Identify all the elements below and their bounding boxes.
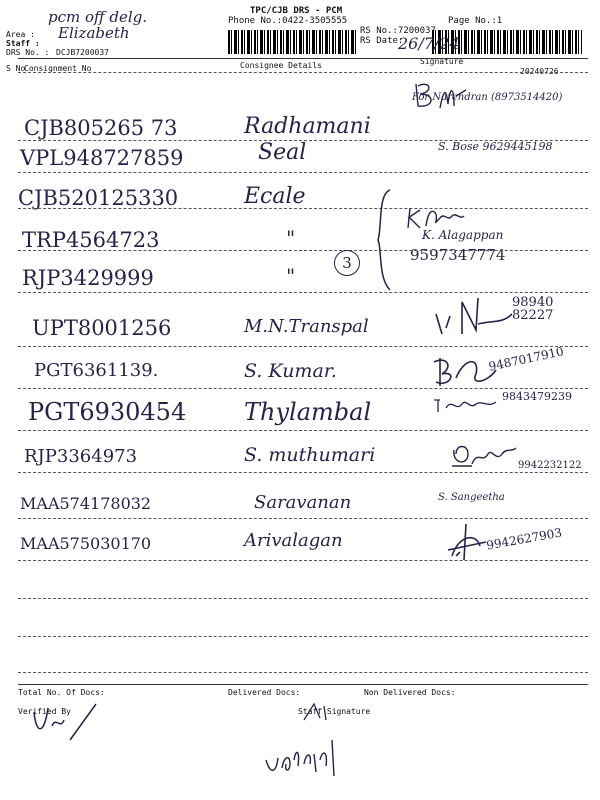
drs-value: DCJB7200037 — [56, 48, 109, 57]
consignment-number: CJB520125330 — [18, 186, 179, 210]
total-docs-label: Total No. Of Docs: — [18, 688, 105, 697]
rs-date-label: RS Date: — [360, 36, 404, 46]
signature-phone: 9597347774 — [410, 246, 506, 264]
signature-note: S. Bose 9629445198 — [438, 140, 553, 153]
header-top-rule — [18, 58, 588, 59]
drs-barcode — [228, 30, 356, 54]
signature-phone: 9487017910 — [487, 344, 565, 374]
delivered-docs-label: Delivered Docs: — [228, 688, 301, 697]
date-stamp: 20240726 — [520, 67, 559, 76]
row-divider — [18, 208, 588, 209]
col-sno: S No — [6, 64, 26, 73]
signature-scribble — [446, 522, 490, 562]
signature-scribble — [412, 78, 482, 112]
row-divider — [18, 560, 588, 561]
row-divider — [18, 430, 588, 431]
row-divider — [18, 388, 588, 389]
row-divider — [18, 472, 588, 473]
staff-label: Staff : — [6, 39, 40, 48]
verifier-signature — [30, 700, 104, 744]
row-divider — [18, 172, 588, 173]
signature-scribble — [430, 352, 502, 392]
consignment-number: PGT6361139. — [34, 360, 159, 381]
signature-note: S. Sangeetha — [438, 492, 505, 503]
signature-scribble — [430, 394, 502, 416]
consignee-name: " — [286, 264, 296, 288]
consignment-number: TRP4564723 — [22, 228, 160, 252]
row-divider — [18, 598, 588, 599]
consignee-name: Arivalagan — [244, 530, 343, 551]
signature-note: K. Alagappan — [422, 228, 504, 242]
drs-label: DRS No. : — [6, 48, 50, 57]
page-number: Page No.:1 — [448, 16, 503, 26]
doc-title: TPC/CJB DRS - PCM — [250, 6, 343, 16]
consignment-number: PGT6930454 — [28, 398, 187, 426]
signature-phone: 98940 82227 — [512, 295, 554, 323]
rs-date-value: 26/7/24 — [398, 34, 460, 53]
staff-signature-scribble — [300, 700, 340, 724]
signature-scribble — [448, 440, 520, 470]
consignment-number: CJB805265 73 — [24, 116, 178, 140]
consignment-number: MAA575030170 — [20, 534, 152, 553]
staff-name: Elizabeth — [58, 24, 130, 42]
group-mark-circle — [334, 250, 360, 276]
non-delivered-docs-label: Non Delivered Docs: — [364, 688, 456, 697]
bottom-signature-scribble — [262, 730, 352, 778]
consignee-name: Radhamani — [244, 114, 371, 139]
footer-rule — [18, 684, 588, 685]
consignee-name: S. Kumar. — [244, 360, 337, 382]
signature-phone: 9942232122 — [518, 460, 582, 471]
consignee-name: M.N.Transpal — [244, 316, 369, 337]
row-divider — [18, 250, 588, 251]
col-consignee: Consignee Details — [240, 61, 322, 70]
header-bottom-rule — [18, 72, 588, 73]
rs-number: RS No.:7200037 — [360, 26, 436, 36]
row-divider — [18, 292, 588, 293]
consignment-number: MAA574178032 — [20, 494, 152, 513]
consignment-number: RJP3364973 — [24, 446, 138, 467]
consignee-name: " — [286, 226, 296, 250]
consignee-name: Seal — [258, 140, 307, 165]
row-divider — [18, 672, 588, 673]
consignee-name: Thylambal — [244, 398, 372, 426]
row-divider — [18, 518, 588, 519]
consignment-number: VPL948727859 — [20, 146, 184, 170]
group-bracket — [368, 188, 398, 297]
signature-scribble — [404, 204, 468, 232]
consignee-name: S. muthumari — [244, 444, 376, 466]
consignee-name: Saravanan — [254, 492, 352, 513]
consignee-name: Ecale — [244, 184, 306, 209]
signature-scribble — [432, 294, 516, 340]
handwritten-note: pcm off delg. — [48, 8, 148, 26]
verified-by-label: Verified By — [18, 707, 71, 716]
col-consignment: Consignment No — [24, 64, 92, 73]
signature-phone: 9942627903 — [485, 525, 563, 553]
area-label: Area : — [6, 30, 35, 39]
consignment-number: UPT8001256 — [32, 316, 172, 340]
phone-number: Phone No.:0422-3505555 — [228, 16, 348, 26]
row-divider — [18, 346, 588, 347]
group-mark: 3 — [342, 254, 352, 272]
col-signature: Signature — [420, 57, 464, 66]
signature-phone: 9843479239 — [502, 390, 572, 403]
row-divider — [18, 636, 588, 637]
signature-note: For Narendran (8973514420) — [412, 92, 563, 103]
consignment-number: RJP3429999 — [22, 266, 154, 290]
staff-signature-label: Staff Signature — [298, 707, 371, 716]
